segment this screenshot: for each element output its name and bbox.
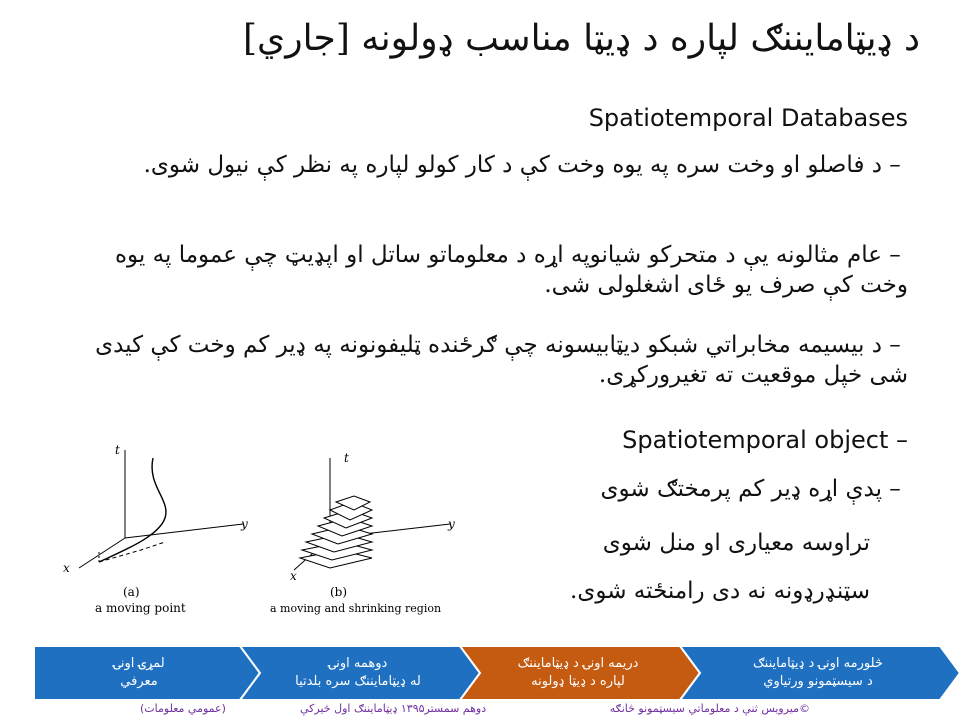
axis-x-label: x <box>63 561 70 575</box>
bullet-text: د فاصلو او وخت سره په یوه وخت کې د کار کولو لپاره په نظر کې نیول شوی. <box>143 152 882 178</box>
bullet-continuation: سټنډرډونه نه دی رامنځته شوی. <box>570 578 870 604</box>
bullet-item <box>72 240 908 300</box>
bullet-text: د بیسیمه مخابراتي شبکو دیټابیسونه چې ګرځنده ټلیفونونه په ډیر کم وخت کې کیدی شی خپل موقعیت ته تغیرورکړی. <box>95 332 908 388</box>
nav-item-week-2[interactable] <box>260 646 456 700</box>
axis-t-label: t <box>344 451 349 465</box>
bullet-item <box>488 474 908 504</box>
figure-caption: a moving and shrinking region <box>270 602 442 615</box>
bullet-dash: – <box>889 476 901 502</box>
nav-item-week-4[interactable] <box>700 646 936 700</box>
axis-y-label: y <box>241 517 248 531</box>
bullet-item <box>72 330 908 390</box>
bullet-text: پدې اړه ډیر کم پرمختګ شوی <box>600 476 882 502</box>
slide-title: د ډیټامایننګ لپاره د ډیټا مناسب ډولونه [جاري] <box>242 18 920 59</box>
bullet-text: عام مثالونه یې د متحرکو شیانوپه اړه د معلوماتو ساتل او اپډیټ چې عموما په یوه وخت کې صرف یو ځای اشغلولی شی. <box>115 242 908 298</box>
bullet-dash: – <box>889 332 901 358</box>
figure-moving-shrinking-region <box>260 438 490 618</box>
trajectory-curve <box>99 458 166 562</box>
bullet-continuation: تراوسه معیاری او منل شوی <box>602 530 870 556</box>
figure-moving-point <box>55 438 275 618</box>
nav-item-line2: معرفي <box>120 674 158 689</box>
nav-item-line1: دوهمه اونۍ <box>328 656 388 671</box>
axis-y-line <box>125 524 243 538</box>
projection-path <box>99 542 165 562</box>
figure-label: (b) <box>330 585 348 599</box>
week-navigation <box>34 646 960 700</box>
nav-item-line1: لمړۍ اونۍ <box>113 656 165 671</box>
axis-t-label: t <box>115 443 120 457</box>
nav-item-line1: څلورمه اونۍ د ډیټامایننګ <box>753 656 883 671</box>
axis-y-label: y <box>448 517 455 531</box>
footer-author: ©ميرويس ثنې د معلوماتي سيسټمونو څانګه <box>609 702 810 715</box>
bullet-dash: – <box>889 152 901 178</box>
nav-item-line2: د سیسټمونو ورتیاوي <box>763 674 873 689</box>
figure-caption: a moving point <box>95 601 186 615</box>
region-stack <box>300 496 372 568</box>
footer-course: دوهم سمستر۱۳۹۵ ډيټامايننګ اول څيرکې <box>300 702 487 715</box>
nav-item-line2: لپاره د ډیټا ډولونه <box>531 674 625 689</box>
footer-category: (عمومي معلومات) <box>140 702 226 715</box>
bullet-item <box>72 150 908 180</box>
section-heading-spatiotemporal-databases: Spatiotemporal Databases <box>588 104 908 132</box>
nav-item-line1: دریمه اونۍ د ډیټامایننګ <box>517 656 639 671</box>
axis-x-label: x <box>290 569 297 583</box>
nav-item-week-3[interactable] <box>480 646 676 700</box>
footer <box>0 700 960 720</box>
nav-item-week-1[interactable] <box>44 646 234 700</box>
bullet-dash: – <box>889 242 901 268</box>
figure-label: (a) <box>123 585 140 599</box>
section-heading-spatiotemporal-object: Spatiotemporal object – <box>622 426 908 454</box>
nav-item-line2: له ډیټامایننګ سره بلدتیا <box>295 674 421 689</box>
